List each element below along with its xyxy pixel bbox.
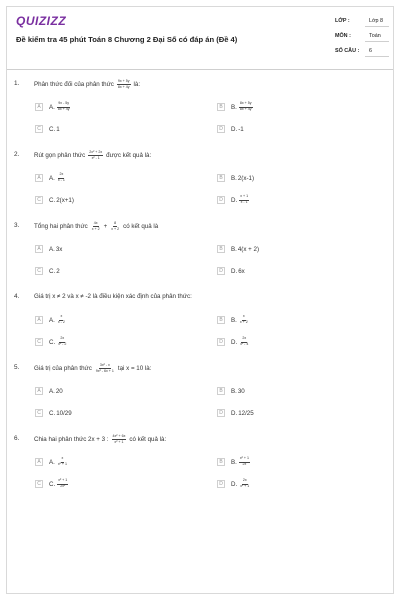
answer-option-a[interactable] bbox=[35, 173, 67, 183]
answer-option-a[interactable] bbox=[35, 315, 67, 325]
fraction-denominator: x² - 2 bbox=[58, 342, 67, 346]
fraction bbox=[239, 457, 250, 466]
answer-option-d[interactable] bbox=[217, 124, 244, 134]
question-number: 6. bbox=[14, 435, 20, 442]
option-value: 20 bbox=[55, 387, 63, 395]
question-number: 4. bbox=[14, 293, 20, 300]
option-value: 1 bbox=[56, 125, 60, 133]
fraction bbox=[239, 102, 253, 111]
option-text bbox=[49, 337, 68, 346]
plus-sign: + bbox=[103, 223, 108, 231]
fraction-denominator: x - 1 bbox=[57, 178, 65, 182]
answer-option-d[interactable] bbox=[217, 195, 250, 205]
meta-underline bbox=[365, 41, 389, 42]
question-text-suffix: có kết quả là bbox=[123, 223, 159, 231]
option-text bbox=[231, 410, 254, 417]
meta-label: MÔN : bbox=[335, 33, 351, 39]
option-prefix: A. bbox=[49, 174, 55, 182]
fraction-numerator: 4x² + 6x bbox=[112, 435, 127, 440]
option-value: 4(x + 2) bbox=[237, 245, 260, 253]
answer-option-c[interactable] bbox=[35, 266, 60, 276]
answer-option-b[interactable] bbox=[217, 173, 254, 183]
question-number: 3. bbox=[14, 222, 20, 229]
fraction-numerator: 2x bbox=[59, 337, 65, 342]
option-letter-box[interactable]: A bbox=[35, 174, 43, 182]
fraction-numerator: 3x² - x bbox=[99, 364, 111, 369]
option-text bbox=[231, 246, 259, 253]
fraction-denominator: x² + 1 bbox=[57, 462, 67, 466]
fraction bbox=[57, 337, 67, 346]
option-text bbox=[231, 388, 245, 395]
option-prefix: C. bbox=[49, 480, 56, 488]
answer-option-b[interactable] bbox=[217, 386, 245, 396]
option-prefix: D. bbox=[231, 125, 238, 133]
option-text bbox=[231, 195, 250, 204]
option-text bbox=[49, 246, 62, 253]
question-number: 2. bbox=[14, 151, 20, 158]
question-text bbox=[34, 364, 151, 373]
option-text bbox=[231, 479, 251, 488]
option-letter-box[interactable]: A bbox=[35, 245, 43, 253]
fraction-denominator: 8x + 4y bbox=[239, 107, 252, 111]
answer-option-a[interactable] bbox=[35, 386, 63, 396]
option-letter-box[interactable]: D bbox=[217, 338, 225, 346]
fraction-denominator: x² + 1 bbox=[114, 439, 124, 444]
option-value: 2(x+1) bbox=[56, 196, 74, 204]
fraction-numerator: 2x bbox=[242, 479, 248, 484]
answer-option-c[interactable] bbox=[35, 124, 60, 134]
fraction-denominator: x² - 4 bbox=[240, 342, 249, 346]
fraction-denominator: x + 2 bbox=[239, 320, 248, 324]
fraction-numerator: 8x + 5y bbox=[239, 102, 253, 107]
answer-option-d[interactable] bbox=[217, 408, 254, 418]
option-letter-box[interactable]: B bbox=[217, 174, 225, 182]
option-text bbox=[49, 457, 69, 466]
option-prefix: A. bbox=[49, 387, 55, 395]
option-value: 10/29 bbox=[56, 409, 72, 417]
fraction bbox=[57, 315, 66, 324]
answer-option-a[interactable] bbox=[35, 244, 62, 254]
answer-option-b[interactable] bbox=[217, 457, 251, 467]
fraction bbox=[239, 195, 249, 204]
option-letter-box[interactable]: D bbox=[217, 267, 225, 275]
fraction-numerator: 9x - 5y bbox=[57, 102, 70, 107]
option-prefix: B. bbox=[231, 316, 237, 324]
option-text bbox=[231, 102, 254, 111]
fraction-denominator: 8x + 4y bbox=[117, 84, 130, 89]
fraction-denominator: x² - 1 bbox=[91, 155, 100, 160]
option-text bbox=[49, 479, 69, 488]
question-text-main: Giá trị của phân thức bbox=[34, 365, 92, 373]
quizizz-logo: QUIZIZZ bbox=[16, 14, 67, 28]
option-letter-box[interactable]: B bbox=[217, 103, 225, 111]
option-value: 3x bbox=[55, 245, 63, 253]
option-letter-box[interactable]: A bbox=[35, 458, 43, 466]
question-text bbox=[34, 293, 192, 300]
fraction bbox=[95, 364, 115, 373]
fraction bbox=[239, 337, 249, 346]
fraction-numerator: 8 bbox=[113, 222, 117, 227]
question-text-main: Rút gọn phân thức bbox=[34, 152, 86, 160]
question-text bbox=[34, 222, 158, 231]
fraction bbox=[57, 457, 68, 466]
option-letter-box[interactable]: B bbox=[217, 245, 225, 253]
meta-value: Lớp 8 bbox=[369, 18, 384, 24]
answer-option-b[interactable] bbox=[217, 102, 254, 112]
meta-underline bbox=[365, 56, 389, 57]
fraction-denominator: x² + 1 bbox=[240, 484, 250, 488]
option-prefix: A. bbox=[49, 245, 55, 253]
option-text bbox=[231, 457, 251, 466]
question-text-main: Chia hai phân thức 2x + 3 : bbox=[34, 436, 109, 444]
option-letter-box[interactable]: A bbox=[35, 103, 43, 111]
fraction bbox=[57, 479, 68, 488]
fraction-numerator: x + 1 bbox=[239, 195, 249, 200]
question-text-main: Giá trị x ≠ 2 và x ≠ -2 là điều kiện xác định của phân thức: bbox=[34, 293, 192, 300]
option-text bbox=[231, 175, 254, 182]
meta-value: Toán bbox=[369, 33, 381, 39]
option-text bbox=[231, 315, 250, 324]
option-letter-box[interactable]: B bbox=[217, 387, 225, 395]
option-prefix: A. bbox=[49, 103, 55, 111]
answer-option-c[interactable] bbox=[35, 195, 74, 205]
fraction bbox=[117, 80, 131, 89]
fraction bbox=[239, 315, 249, 324]
option-letter-box[interactable]: C bbox=[35, 267, 43, 275]
fraction-numerator: 9x + 5y bbox=[117, 80, 131, 85]
fraction-numerator: x² + 1 bbox=[57, 479, 68, 484]
fraction bbox=[110, 222, 120, 231]
option-prefix: C. bbox=[49, 125, 56, 133]
question-text-suffix: có kết quả là: bbox=[129, 436, 167, 444]
question-number: 1. bbox=[14, 80, 20, 87]
option-prefix: B. bbox=[231, 458, 237, 466]
option-prefix: D. bbox=[231, 338, 238, 346]
option-text bbox=[49, 410, 72, 417]
option-text bbox=[231, 337, 250, 346]
option-text bbox=[49, 268, 60, 275]
fraction-numerator: 2x² + 2x bbox=[88, 151, 103, 156]
fraction-denominator: 8x + 4y bbox=[57, 107, 70, 111]
option-letter-box[interactable]: B bbox=[217, 458, 225, 466]
option-prefix: A. bbox=[49, 458, 55, 466]
option-letter-box[interactable]: A bbox=[35, 387, 43, 395]
option-prefix: A. bbox=[49, 316, 55, 324]
option-prefix: C. bbox=[49, 338, 56, 346]
answer-option-b[interactable] bbox=[217, 244, 259, 254]
option-value: -1 bbox=[238, 125, 244, 133]
option-prefix: B. bbox=[231, 387, 237, 395]
option-text bbox=[49, 197, 74, 204]
option-prefix: B. bbox=[231, 245, 237, 253]
fraction-numerator: 4x bbox=[93, 222, 99, 227]
fraction-numerator: x bbox=[59, 315, 63, 320]
fraction bbox=[91, 222, 101, 231]
option-prefix: C. bbox=[49, 267, 56, 275]
option-text bbox=[231, 126, 244, 133]
option-prefix: B. bbox=[231, 103, 237, 111]
fraction-numerator: 2x bbox=[58, 173, 64, 178]
fraction-denominator: x + 2 bbox=[111, 226, 120, 231]
answer-option-b[interactable] bbox=[217, 315, 250, 325]
fraction bbox=[57, 173, 66, 182]
worksheet-header bbox=[7, 7, 393, 70]
option-text bbox=[49, 388, 63, 395]
option-prefix: D. bbox=[231, 267, 238, 275]
answer-option-d[interactable] bbox=[217, 266, 245, 276]
fraction-denominator: 2x bbox=[242, 462, 247, 466]
option-value: 6x bbox=[238, 267, 245, 275]
meta-underline bbox=[365, 26, 389, 27]
answer-option-a[interactable] bbox=[35, 457, 69, 467]
question-text-main: Phân thức đối của phân thức bbox=[34, 81, 114, 89]
fraction-denominator: x - 1 bbox=[240, 200, 248, 204]
option-value: 12/25 bbox=[238, 409, 254, 417]
fraction-numerator: x² + 1 bbox=[239, 457, 250, 462]
option-letter-box[interactable]: C bbox=[35, 409, 43, 417]
answer-option-c[interactable] bbox=[35, 479, 69, 489]
answer-option-a[interactable] bbox=[35, 102, 72, 112]
fraction-denominator: 9x² - 6x + 1 bbox=[95, 368, 114, 373]
answer-option-c[interactable] bbox=[35, 337, 68, 347]
option-letter-box[interactable]: D bbox=[217, 125, 225, 133]
option-value: 2 bbox=[56, 267, 60, 275]
option-text bbox=[231, 268, 245, 275]
worksheet-page bbox=[6, 6, 394, 594]
question-number: 5. bbox=[14, 364, 20, 371]
question-text bbox=[34, 151, 151, 160]
option-value: 2(x-1) bbox=[237, 174, 255, 182]
fraction-denominator: x - 2 bbox=[57, 320, 65, 324]
fraction-denominator: 2x² bbox=[60, 484, 66, 488]
question-text bbox=[34, 435, 166, 444]
option-value: 30 bbox=[237, 387, 245, 395]
option-letter-box[interactable]: C bbox=[35, 480, 43, 488]
meta-value: 6 bbox=[369, 48, 372, 54]
question-text bbox=[34, 80, 140, 89]
option-text bbox=[49, 173, 67, 182]
option-prefix: D. bbox=[231, 196, 238, 204]
question-text-main: Tổng hai phân thức bbox=[34, 223, 88, 231]
answer-option-d[interactable] bbox=[217, 479, 251, 489]
option-prefix: D. bbox=[231, 480, 238, 488]
option-letter-box[interactable]: D bbox=[217, 480, 225, 488]
fraction bbox=[239, 479, 250, 488]
document-title: Đề kiểm tra 45 phút Toán 8 Chương 2 Đại Số có đáp án (Đề 4) bbox=[16, 35, 238, 44]
answer-option-c[interactable] bbox=[35, 408, 72, 418]
answer-option-d[interactable] bbox=[217, 337, 250, 347]
option-letter-box[interactable]: C bbox=[35, 338, 43, 346]
fraction bbox=[57, 102, 71, 111]
option-prefix: B. bbox=[231, 174, 237, 182]
option-letter-box[interactable]: D bbox=[217, 409, 225, 417]
fraction-numerator: x bbox=[242, 315, 246, 320]
option-text bbox=[49, 315, 67, 324]
option-prefix: C. bbox=[49, 409, 56, 417]
question-text-suffix: tại x = 10 là: bbox=[117, 365, 152, 373]
question-text-suffix: được kết quả là: bbox=[106, 152, 152, 160]
fraction bbox=[88, 151, 103, 160]
fraction bbox=[112, 435, 127, 444]
meta-label: LỚP : bbox=[335, 18, 350, 24]
option-letter-box[interactable]: B bbox=[217, 316, 225, 324]
question-text-suffix: là: bbox=[133, 81, 141, 89]
fraction-numerator: x bbox=[61, 457, 65, 462]
option-letter-box[interactable]: D bbox=[217, 196, 225, 204]
option-prefix: D. bbox=[231, 409, 238, 417]
fraction-numerator: 2x bbox=[241, 337, 247, 342]
option-text bbox=[49, 102, 72, 111]
option-letter-box[interactable]: A bbox=[35, 316, 43, 324]
option-prefix: C. bbox=[49, 196, 56, 204]
option-text bbox=[49, 126, 60, 133]
meta-label: SỐ CÂU : bbox=[335, 48, 360, 54]
option-letter-box[interactable]: C bbox=[35, 196, 43, 204]
option-letter-box[interactable]: C bbox=[35, 125, 43, 133]
fraction-denominator: x + 2 bbox=[91, 226, 100, 231]
